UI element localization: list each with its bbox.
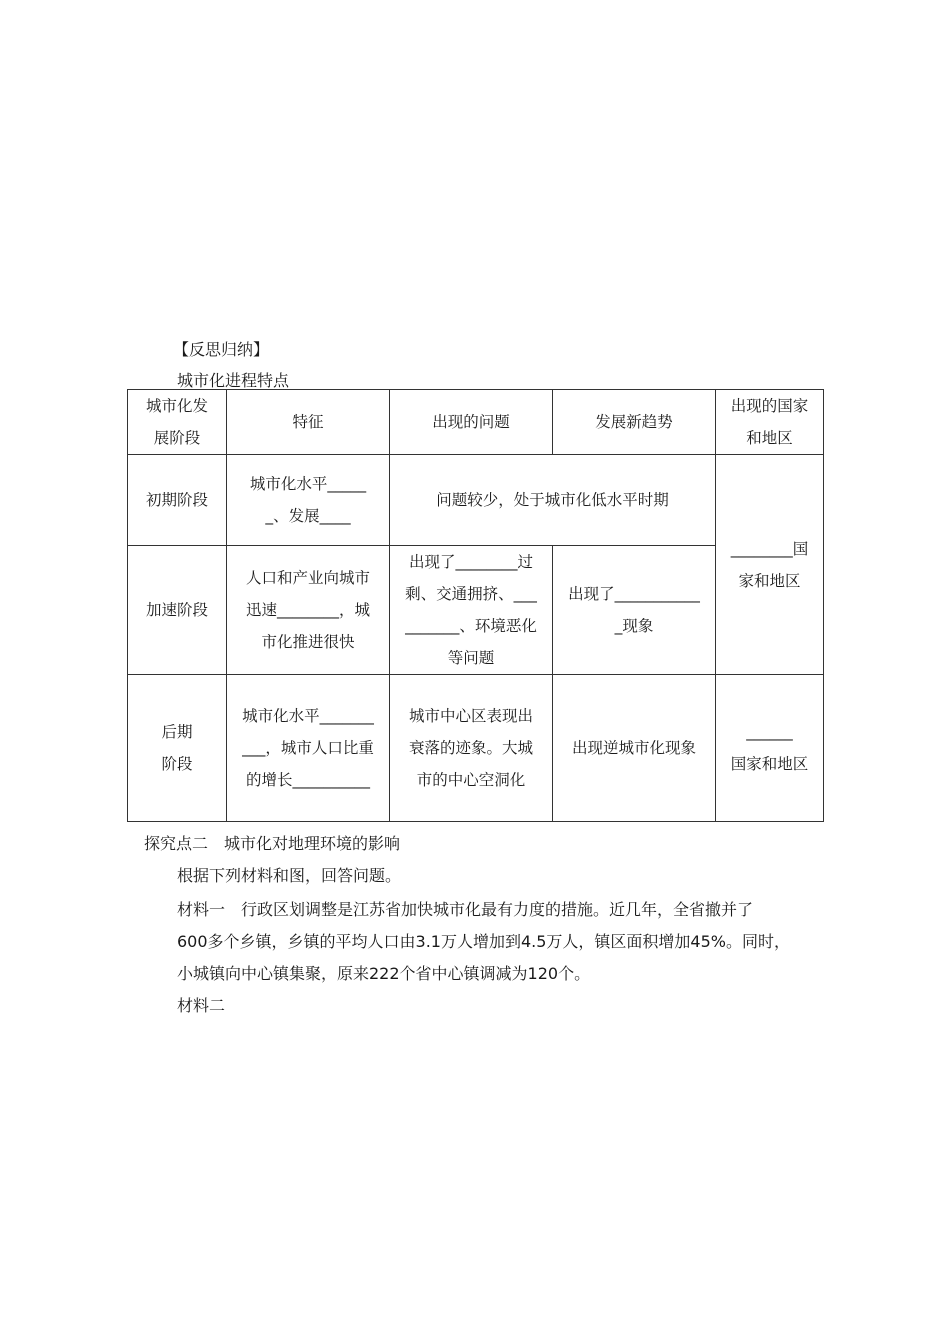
late-problem: 城市中心区表现出 衰落的迹象。大城 市的中心空洞化 xyxy=(390,675,553,822)
header-trend: 发展新趋势 xyxy=(553,390,716,455)
section2-title: 探究点二 城市化对地理环境的影响 xyxy=(144,834,401,853)
table-row-late xyxy=(128,675,824,822)
late-feature: 城市化水平_______ ___，城市人口比重 的增长__________ xyxy=(227,675,390,822)
late-trend: 出现逆城市化现象 xyxy=(553,675,716,822)
accel-stage: 加速阶段 xyxy=(128,546,227,675)
instruction: 根据下列材料和图，回答问题。 xyxy=(177,866,402,885)
material1-line3: 小城镇向中心镇集聚，原来222个省中心镇调减为120个。 xyxy=(177,964,591,983)
table-row-early xyxy=(128,455,824,546)
header-stage: 城市化发 展阶段 xyxy=(128,390,227,455)
early-stage: 初期阶段 xyxy=(128,455,227,546)
table-caption: 城市化进程特点 xyxy=(177,371,290,390)
header-feature: 特征 xyxy=(227,390,390,455)
header-problem: 出现的问题 xyxy=(390,390,553,455)
early-feature: 城市化水平_____ _、发展____ xyxy=(227,455,390,546)
early-accel-region: ________国 家和地区 xyxy=(716,455,824,675)
early-problem-trend: 问题较少，处于城市化低水平时期 xyxy=(390,455,716,546)
late-region: ______ 国家和地区 xyxy=(716,675,824,822)
accel-feature: 人口和产业向城市 迅速________，城 市化推进很快 xyxy=(227,546,390,675)
material1-line2: 600多个乡镇，乡镇的平均人口由3.1万人增加到4.5万人，镇区面积增加45%。同时， xyxy=(177,932,790,951)
late-stage: 后期 阶段 xyxy=(128,675,227,822)
accel-trend: 出现了___________ _现象 xyxy=(553,546,716,675)
urbanization-table xyxy=(127,389,824,822)
material2-label: 材料二 xyxy=(177,996,226,1015)
material1-line1: 材料一 行政区划调整是江苏省加快城市化最有力度的措施。近几年，全省撤并了 xyxy=(177,900,754,919)
accel-problem: 出现了________过 剩、交通拥挤、___ _______、环境恶化 等问题 xyxy=(390,546,553,675)
header-region: 出现的国家 和地区 xyxy=(716,390,824,455)
table-header-row xyxy=(128,390,824,455)
reflect-heading: 【反思归纳】 xyxy=(173,340,270,359)
